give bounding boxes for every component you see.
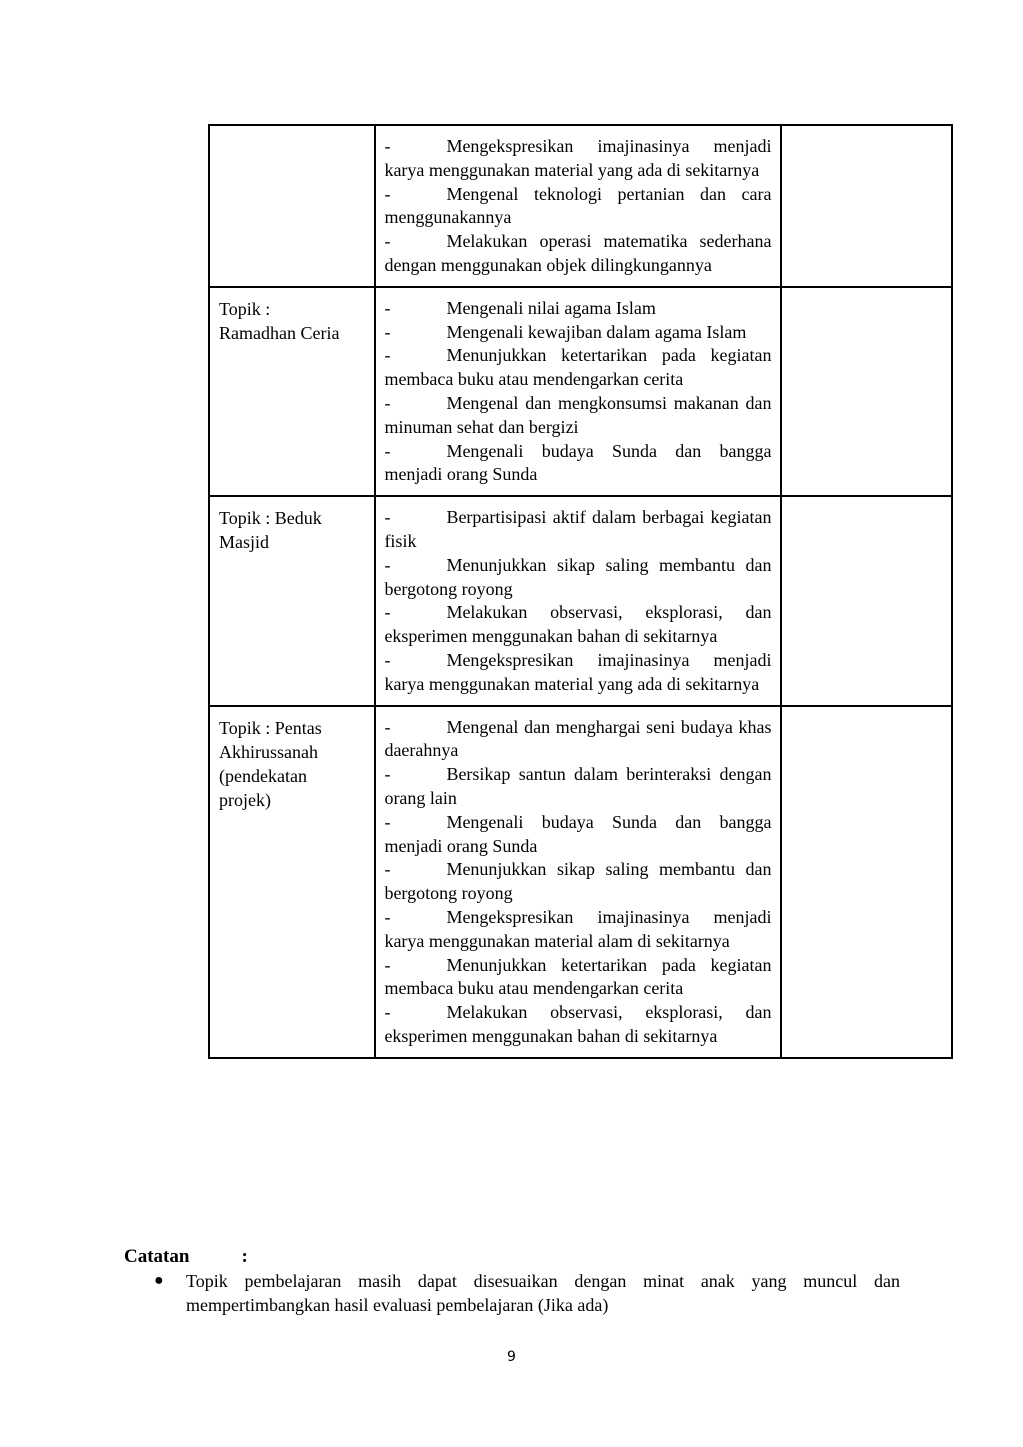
- dash-marker: -: [384, 183, 391, 204]
- objectives-list: [376, 707, 779, 1057]
- objective-text: Bersikap santun dalam berinteraksi dengan orang lain: [384, 764, 772, 808]
- objective-text: Berpartisipasi aktif dalam berbagai kegiatan fisik: [384, 507, 772, 551]
- objectives-cell: [375, 125, 780, 287]
- objective-text: Mengenal dan mengkonsumsi makanan dan minuman sehat dan bergizi: [384, 392, 772, 437]
- notes-title: Catatan: [124, 1246, 190, 1267]
- empty-cell: [781, 125, 952, 287]
- objective-item: [384, 230, 771, 278]
- table-row: [209, 496, 952, 705]
- dash-marker: -: [384, 231, 391, 252]
- objective-item: [384, 392, 771, 440]
- dash-marker: -: [384, 297, 391, 318]
- dash-marker: -: [384, 321, 391, 342]
- objective-item: [384, 183, 771, 231]
- objective-item: [384, 811, 771, 859]
- note-item: [124, 1269, 900, 1317]
- objective-text: Melakukan observasi, eksplorasi, dan eksperimen menggunakan bahan di sekitarnya: [384, 1002, 772, 1046]
- objective-item: [384, 649, 771, 697]
- objective-text: Menunjukkan sikap saling membantu dan bergotong royong: [384, 859, 772, 904]
- dash-marker: -: [384, 440, 391, 461]
- dash-marker: -: [384, 764, 391, 785]
- table-body: [209, 125, 952, 1058]
- notes-colon: :: [241, 1246, 248, 1267]
- objective-item: [384, 716, 771, 764]
- table-row: [209, 125, 952, 287]
- notes-section: [124, 1245, 900, 1317]
- objective-text: Menunjukkan sikap saling membantu dan bergotong royong: [384, 554, 772, 599]
- dash-marker: -: [384, 649, 391, 670]
- objective-item: [384, 601, 771, 649]
- dash-marker: -: [384, 954, 391, 975]
- table-row: [209, 287, 952, 496]
- objective-text: Mengenali budaya Sunda dan bangga menjadi orang Sunda: [384, 440, 772, 485]
- objective-item: [384, 1001, 771, 1049]
- topic-label: Topik : Pentas Akhirussanah (pendekatan projek): [219, 717, 322, 810]
- topic-cell: [209, 125, 375, 287]
- objectives-list: [376, 288, 779, 495]
- dash-marker: -: [384, 136, 391, 156]
- table-row: [209, 706, 952, 1058]
- objectives-list: [376, 126, 779, 286]
- objective-item: [384, 321, 771, 345]
- dash-marker: -: [384, 392, 391, 413]
- topic-cell: [209, 706, 375, 1058]
- topic-label: Topik : Beduk Masjid: [219, 508, 322, 553]
- objective-item: [384, 344, 771, 392]
- dash-marker: -: [384, 602, 391, 623]
- objective-item: [384, 135, 771, 183]
- dash-marker: -: [384, 507, 391, 528]
- objective-item: [384, 906, 771, 954]
- objective-text: Melakukan observasi, eksplorasi, dan eksperimen menggunakan bahan di sekitarnya: [384, 602, 772, 647]
- objective-item: [384, 506, 771, 554]
- objective-item: [384, 554, 771, 602]
- objective-item: [384, 297, 771, 321]
- dash-marker: -: [384, 859, 391, 880]
- dash-marker: -: [384, 554, 391, 575]
- objective-text: Mengenal teknologi pertanian dan cara menggunakannya: [384, 183, 772, 228]
- dash-marker: -: [384, 345, 391, 366]
- objective-text: Mengekspresikan imajinasinya menjadi karya menggunakan material yang ada di sekitarnya: [384, 649, 772, 694]
- objectives-list: [376, 497, 779, 704]
- topic-cell: [209, 496, 375, 705]
- dash-marker: -: [384, 716, 391, 737]
- topic-label: [210, 126, 374, 143]
- curriculum-table: [208, 124, 953, 1059]
- objective-item: [384, 954, 771, 1002]
- empty-cell: [781, 496, 952, 705]
- objective-text: Mengenal dan menghargai seni budaya khas daerahnya: [384, 716, 772, 761]
- dash-marker: -: [384, 811, 391, 832]
- notes-heading: [124, 1245, 900, 1269]
- dash-marker: -: [384, 1002, 391, 1023]
- objective-text: Mengekspresikan imajinasinya menjadi karya menggunakan material alam di sekitarnya: [384, 906, 772, 951]
- empty-cell: [781, 706, 952, 1058]
- objective-text: Melakukan operasi matematika sederhana dengan menggunakan objek dilingkungannya: [384, 231, 772, 275]
- dash-marker: -: [384, 906, 391, 927]
- objectives-cell: [375, 287, 780, 496]
- objective-text: Menunjukkan ketertarikan pada kegiatan membaca buku atau mendengarkan cerita: [384, 345, 772, 390]
- objective-item: [384, 440, 771, 488]
- objective-text: Mengenali kewajiban dalam agama Islam: [446, 321, 747, 342]
- objective-text: Mengenali budaya Sunda dan bangga menjadi orang Sunda: [384, 811, 772, 856]
- topic-cell: [209, 287, 375, 496]
- objective-item: [384, 858, 771, 906]
- bullet-icon: ●: [154, 1272, 164, 1289]
- objective-text: Mengekspresikan imajinasinya menjadi karya menggunakan material yang ada di sekitarnya: [384, 136, 772, 180]
- objective-text: Menunjukkan ketertarikan pada kegiatan membaca buku atau mendengarkan cerita: [384, 954, 772, 999]
- page-number: 9: [507, 1349, 516, 1365]
- empty-cell: [781, 287, 952, 496]
- objective-text: Mengenali nilai agama Islam: [446, 297, 656, 318]
- note-text: Topik pembelajaran masih dapat disesuaikan dengan minat anak yang muncul dan mempertimbangkan hasil evaluasi pembelajaran (Jika ada): [186, 1271, 900, 1315]
- objective-item: [384, 763, 771, 811]
- topic-label: Topik : Ramadhan Ceria: [219, 298, 340, 343]
- notes-list: [124, 1269, 900, 1317]
- objectives-cell: [375, 706, 780, 1058]
- objectives-cell: [375, 496, 780, 705]
